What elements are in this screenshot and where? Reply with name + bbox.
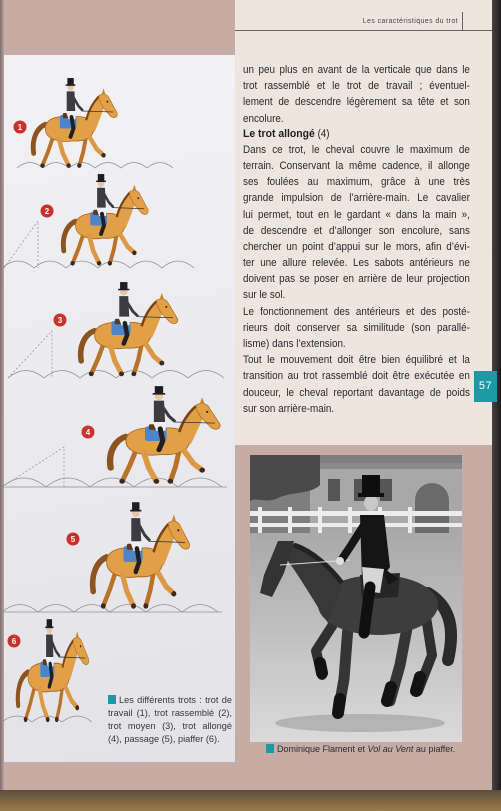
trot-gaits-illustration xyxy=(2,55,235,762)
horse-rider-illustration xyxy=(63,174,148,266)
body-text-line: Tout le mouvement doit être bien équilibré et la xyxy=(243,354,470,367)
caption-line xyxy=(108,694,232,707)
step-number-badge xyxy=(67,533,80,546)
horse-rider-illustration xyxy=(33,78,117,168)
caption-line: trot moyen (3), trot allongé xyxy=(108,721,232,731)
step-number: 6 xyxy=(11,636,17,646)
body-text-line: lement de descendre légèrement sa tête et son xyxy=(243,96,470,109)
body-text-line: lui permet, tout en le gardant « dans la main », xyxy=(243,208,470,221)
body-text-column xyxy=(243,62,470,422)
body-text-line: doivent pas se poser en arrière de leur projection xyxy=(243,273,470,286)
photo-caption-text: Dominique Flament et xyxy=(277,744,368,754)
body-text-line: Dans ce trot, le cheval couvre le maximum de xyxy=(243,143,470,156)
horse-rider-illustration xyxy=(81,282,178,376)
section-title: Le trot allongé xyxy=(243,127,315,140)
body-text-line: lisme) dans l’extension. xyxy=(243,338,346,350)
step-number-badge xyxy=(8,635,21,648)
step-number: 2 xyxy=(44,206,50,216)
body-text-line: un peu plus en avant de la verticale que dans le xyxy=(243,64,470,76)
photo-caption-text: au piaffer. xyxy=(413,744,456,754)
header-rule-tick xyxy=(462,12,463,31)
body-text-line: trot rassemblé et le trot de travail ; éventuel- xyxy=(243,80,470,93)
step-number: 4 xyxy=(85,427,91,437)
running-header: Les caractéristiques du trot xyxy=(362,18,458,25)
body-text-line: chercher un point d’appui sur le mors, afin d’évi- xyxy=(243,240,470,253)
horse-rider-illustration xyxy=(18,619,89,722)
body-text-line: ses foulées au maximum, grâce à une très xyxy=(243,176,470,189)
horse-rider-illustration xyxy=(93,502,190,608)
body-text-line: encolure. xyxy=(243,112,284,125)
step-number-badge xyxy=(82,426,95,439)
section-heading xyxy=(243,127,470,142)
body-text-line: sur son arrière-main. xyxy=(243,402,335,415)
caption-marker xyxy=(266,744,274,753)
step-number-badge xyxy=(41,205,54,218)
table-surface xyxy=(0,790,501,811)
step-number-badge xyxy=(54,314,67,327)
section-figure-ref: (4) xyxy=(317,127,330,140)
figure-caption xyxy=(108,694,232,746)
body-text-line: transition au trot rassemblé doit être exécutée en xyxy=(243,370,470,383)
photo-caption xyxy=(266,743,476,755)
body-text-line: de descendre et d’allonger son encolure, sans xyxy=(243,224,470,237)
intro-paragraph xyxy=(243,62,470,127)
header-rule xyxy=(235,30,492,31)
body-text-line: douceur, le cheval reportant davantage de poids xyxy=(243,386,470,399)
step-number: 5 xyxy=(70,534,76,544)
page-number-tab: 57 xyxy=(474,371,497,402)
paragraph xyxy=(243,352,470,417)
paragraph xyxy=(243,304,470,353)
paragraph xyxy=(243,142,470,304)
stride-guide-lines xyxy=(2,221,64,487)
caption-line: (4), passage (5), piaffer (6). xyxy=(108,734,220,744)
body-text-line: terrain. Conservant la même cadence, il allonge xyxy=(243,159,470,172)
body-text-line: Le fonctionnement des antérieurs et des posté- xyxy=(243,305,470,318)
caption-marker xyxy=(108,695,116,704)
step-number-badge xyxy=(14,121,27,134)
body-text-line: rieurs doit conserver sa similitude (son parallé- xyxy=(243,321,470,334)
step-number: 3 xyxy=(57,315,63,325)
body-text-line: grande impulsion de l’arrière-main. Le cavalier xyxy=(243,192,470,205)
rider-photo xyxy=(250,455,462,742)
caption-text: Les différents trots : trot de xyxy=(119,695,232,705)
photo-caption-horse-name: Vol au Vent xyxy=(367,744,414,754)
body-text-line: ter une allure relevée. Les sabots antérieurs ne xyxy=(243,257,470,270)
caption-line: travail (1), trot rassemblé (2), xyxy=(108,708,232,718)
photo-building xyxy=(310,463,462,533)
body-text-line: sur le sol. xyxy=(243,289,286,302)
step-number: 1 xyxy=(17,122,23,132)
horse-rider-illustration xyxy=(110,386,220,484)
